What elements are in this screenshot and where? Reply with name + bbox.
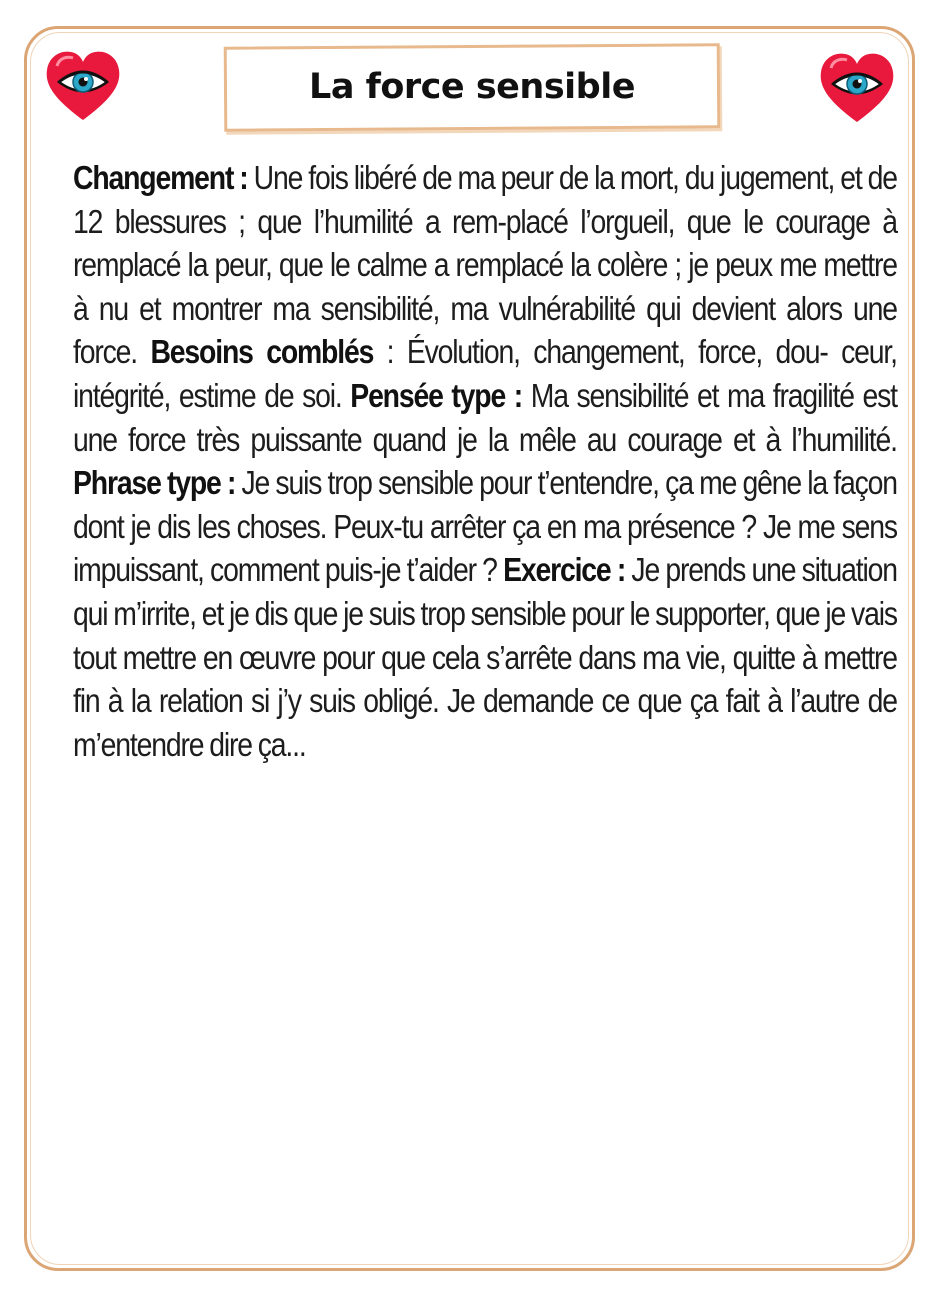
- section-text-besoins: : Évolution, changement, force, dou- ceur, intégrité, estime de soi.: [73, 333, 897, 414]
- section-label-exercice: Exercice :: [503, 551, 626, 589]
- heart-eye-icon: [817, 50, 897, 124]
- section-text-changement: Une fois libéré de ma peur de la mort, du jugement, et de 12 blessures ; que l’humilité a rem-placé l’orgueil, que le courage à remplacé la peur, que le calme a remplacé la colère ; je peux me mettre à nu et montrer ma sensibilité, ma vulnérabilité qui devient alors une force.: [73, 159, 897, 371]
- section-text-pensee: Ma sensibilité et ma fragilité est une force très puissante quand je la mêle au courage et à l’humilité.: [73, 376, 897, 458]
- section-label-pensee: Pensée type :: [350, 376, 523, 414]
- section-text-phrase: Je suis trop sensible pour t’entendre, ça me gêne la façon dont je dis les choses. Peux-tu arrêter ça en ma présence ? Je me sens impuissant, comment puis-je t’aider ?: [73, 464, 897, 589]
- heart-eye-icon: [43, 48, 123, 122]
- section-label-besoins: Besoins comblés: [150, 333, 374, 371]
- page-title: La force sensible: [309, 67, 635, 107]
- section-label-phrase: Phrase type :: [73, 464, 236, 502]
- section-text-exercice: Je prends une situation qui m’irrite, et je dis que je suis trop sensible pour le supporter, que je vais tout mettre en œuvre pour que cela s’arrête dans ma vie, quitte à mettre fin à la relation si j’y suis obligé. Je demande ce que ça fait à l’autre de m’entendre dire ça...: [73, 551, 897, 763]
- body-text: [73, 156, 897, 766]
- section-label-changement: Changement :: [73, 159, 248, 196]
